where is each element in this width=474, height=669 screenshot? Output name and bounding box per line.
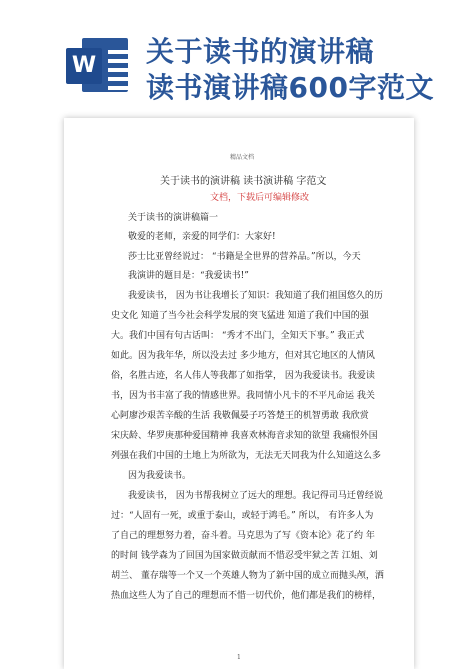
edit-note: 文档，下载后可编辑修改 [210, 193, 310, 203]
text-line: 如此。因为我年华，所以没去过 多少地方，但对其它地区的人情风 [111, 351, 375, 361]
page-header: 精品文档 [230, 154, 255, 161]
text-line: 过：“人固有一死，或重于泰山，或轻于鸿毛。” 所以， 有许多人为 [111, 511, 374, 521]
text-line: 莎士比亚曾经说过： “书籍是全世界的营养品。”所以，今天 [128, 252, 361, 262]
banner [0, 0, 474, 110]
text-line: 热血这些人为了自己的理想而不惜一切代价，他们都是我们的榜样， [111, 591, 382, 601]
text-line: 因为我爱读书。 [128, 471, 192, 481]
text-line: 大。我们中国有句古话叫： “秀才不出门，全知天下事。” 我正式 [111, 331, 365, 341]
text-line: 关于读书的演讲稿篇一 [128, 213, 219, 223]
text-line: 了自己的理想努力着，奋斗着。马克思为了写《资本论》花了约 年 [111, 531, 375, 541]
word-document-icon [66, 34, 130, 96]
text-line: 宋庆龄、华罗庚那种爱国精神 我喜欢林海音求知的欲望 我痛恨外国 [111, 431, 378, 441]
text-line: 胡兰、 董存瑞等一个又一个英雄人物为了新中国的成立而抛头颅，洒 [111, 571, 384, 581]
text-line: 敬爱的老师，亲爱的同学们：大家好! [128, 232, 276, 242]
text-line: 我爱读书， 因为书让我增长了知识：我知道了我们祖国悠久的历 [128, 291, 383, 301]
text-line: 俗，名胜古迹，名人伟人等我都了如指掌， 因为我爱读书。我爱读 [111, 371, 375, 381]
text-line: 史文化 知道了当今社会科学发展的突飞猛进 知道了我们中国的强 [111, 311, 369, 321]
banner-title-line1: 关于读书的演讲稿 [146, 35, 375, 68]
text-line: 我爱读书， 因为书帮我树立了远大的理想。我记得司马迁曾经说 [128, 491, 383, 501]
text-line: 心阿廖沙艰苦辛酸的生活 我敬佩晏子巧答楚王的机智勇敢 我欣赏 [111, 411, 369, 421]
page-number: 1 [237, 654, 241, 661]
text-line: 的时间 钱学森为了回国为国家做贡献而不惜忍受牢狱之苦 江姐、刘 [111, 551, 378, 561]
banner-title-line2: 读书演讲稿600字范文 [146, 71, 434, 104]
text-line: 我演讲的题目是：“我爱读书!” [128, 271, 249, 281]
document-title: 关于读书的演讲稿 读书演讲稿 字范文 [160, 176, 327, 187]
document-page [64, 118, 414, 669]
text-line: 书，因为书丰富了我的情感世界。我同情小凡卡的不平凡命运 我关 [111, 391, 375, 401]
text-line: 列强在我们中国的土地上为所欲为，无法无天同我为什么知道这么多 [111, 451, 382, 461]
word-icon-letter: W [66, 48, 102, 84]
